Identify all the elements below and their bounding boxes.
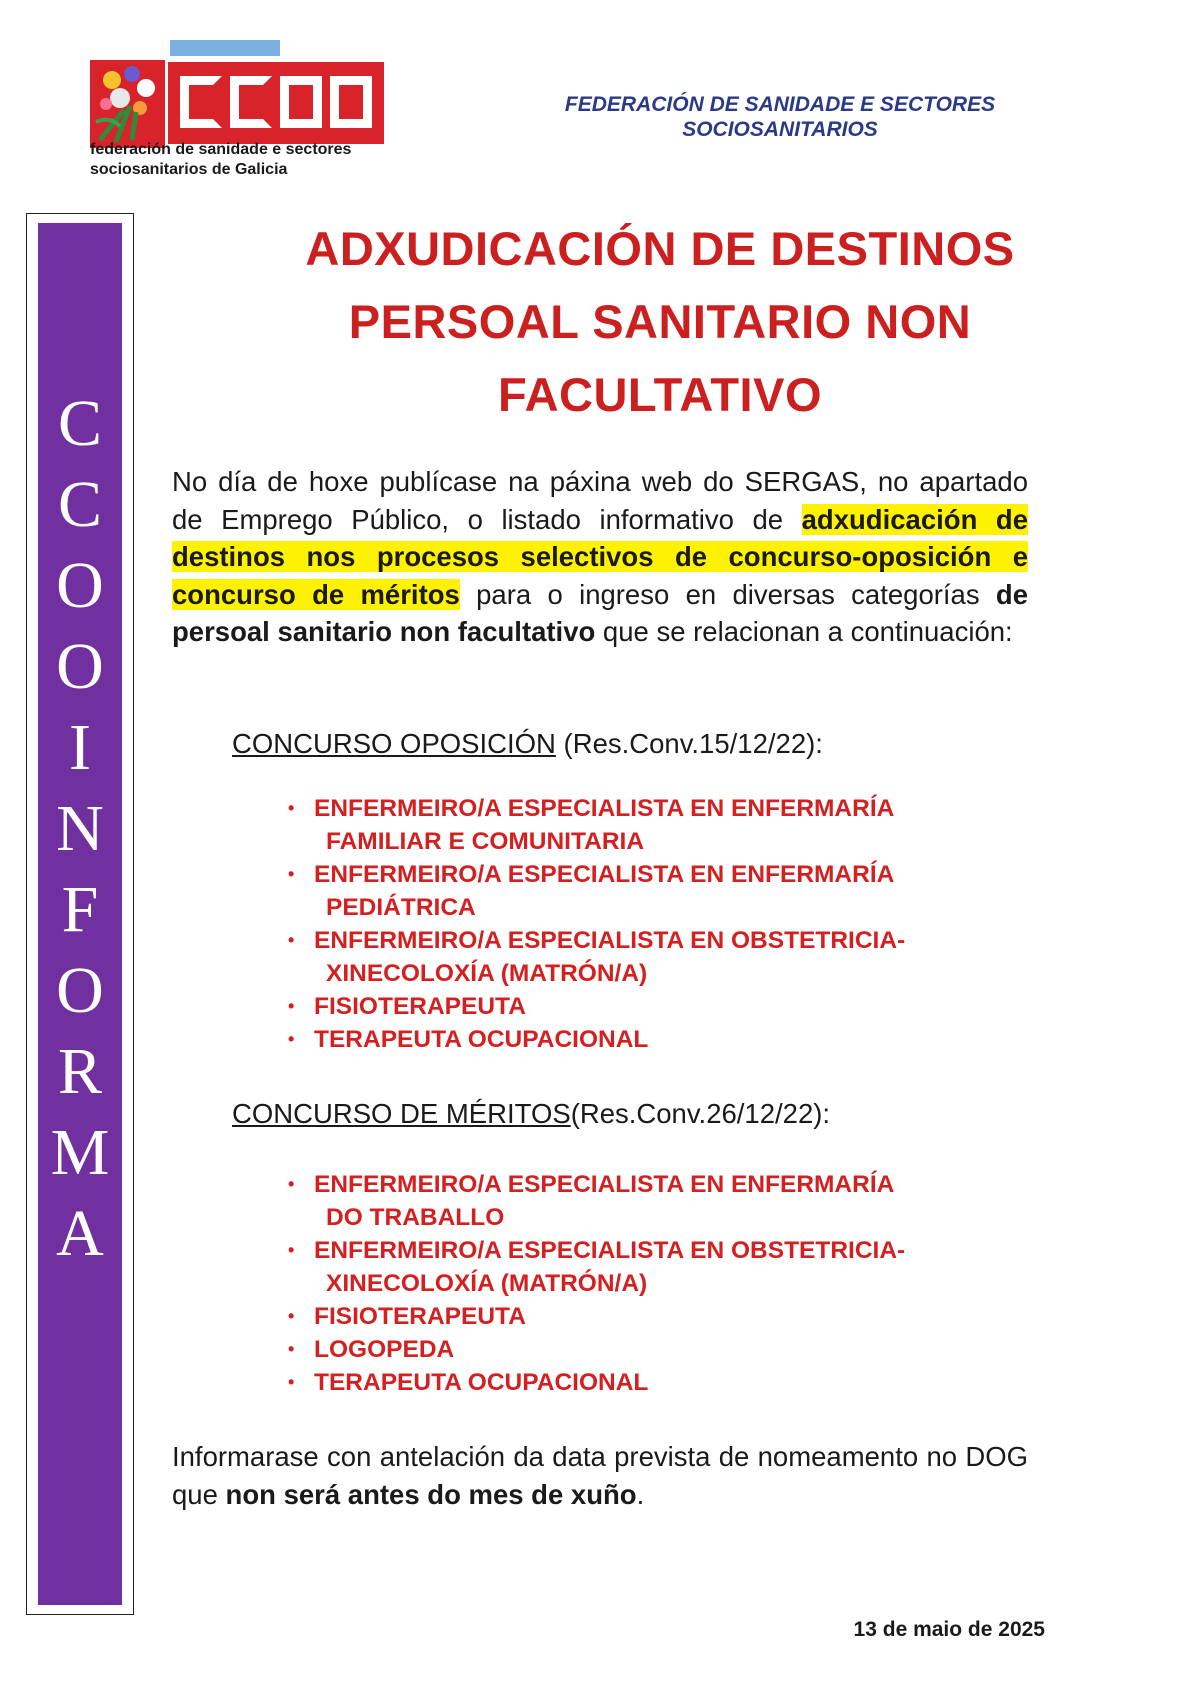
list-item: • FISIOTERAPEUTA — [288, 990, 1014, 1023]
title-line1: ADXUDICACIÓN DE DESTINOS — [305, 222, 1015, 275]
list-item: • LOGOPEDA — [288, 1333, 1014, 1366]
section-heading-title: CONCURSO OPOSICIÓN — [232, 728, 556, 759]
sidebar-letter: O — [56, 549, 104, 622]
list-item: • TERAPEUTA OCUPACIONAL — [288, 1366, 1014, 1399]
logo-ccoo-box — [168, 62, 384, 144]
category-list-meritos — [288, 1168, 1014, 1399]
intro-bold: de persoal sanitario non facultativo — [172, 578, 1028, 647]
bullet-icon: • — [288, 798, 295, 818]
bullet-icon: • — [288, 1174, 295, 1194]
logo-letter — [330, 76, 372, 128]
closing-text: . — [636, 1478, 645, 1510]
section-heading-reference: (Res.Conv.15/12/22): — [555, 728, 823, 759]
sidebar-letter: F — [61, 873, 99, 946]
sidebar-letter: C — [57, 387, 103, 460]
ccoo-informa-sidebar — [38, 223, 122, 1605]
closing-text: Informarase con antelación da data prevista de nomeamento no DOG que — [172, 1441, 1028, 1510]
document-date: 13 de maio de 2025 — [853, 1618, 1045, 1641]
list-item: • ENFERMEIRO/A ESPECIALISTA EN OBSTETRICIA- XINECOLOXÍA (MATRÓN/A) — [288, 1234, 1014, 1300]
title-line3: FACULTATIVO — [497, 368, 822, 421]
closing-bold: non será antes do mes de xuño — [225, 1478, 637, 1510]
closing-paragraph — [172, 1438, 1028, 1513]
section-heading-reference: (Res.Conv.26/12/22): — [570, 1098, 831, 1129]
intro-highlight: adxudicación de destinos nos procesos selectivos de concurso-oposición e concurso de méritos — [172, 503, 1028, 610]
bullet-icon: • — [288, 1372, 295, 1392]
category-list-oposicion — [288, 792, 1014, 1056]
sidebar-letter: N — [56, 792, 104, 865]
intro-text: para o ingreso en diversas categorías — [459, 578, 996, 610]
logo-letter — [280, 76, 322, 128]
flower-bouquet-icon — [90, 60, 165, 148]
document-title — [160, 212, 1160, 431]
section-heading-title: CONCURSO DE MÉRITOS — [232, 1098, 571, 1129]
title-line2: PERSOAL SANITARIO NON — [348, 295, 972, 348]
intro-paragraph — [172, 463, 1028, 651]
sidebar-letter: M — [50, 1116, 110, 1189]
list-item: • TERAPEUTA OCUPACIONAL — [288, 1023, 1014, 1056]
bullet-icon: • — [288, 930, 295, 950]
logo-letter — [230, 76, 272, 128]
section-heading-concurso-meritos — [232, 1097, 830, 1131]
ccoo-logo — [90, 40, 410, 180]
list-item: • ENFERMEIRO/A ESPECIALISTA EN OBSTETRICIA- XINECOLOXÍA (MATRÓN/A) — [288, 924, 1014, 990]
intro-text: que se relacionan a continuación: — [595, 616, 1013, 647]
bullet-icon: • — [288, 1029, 295, 1049]
section-heading-concurso-oposicion — [232, 727, 823, 761]
bullet-icon: • — [288, 1240, 295, 1260]
sidebar-letter: O — [56, 630, 104, 703]
federation-header-line1: FEDERACIÓN DE SANIDADE E SECTORES — [564, 93, 996, 116]
logo-caption-line2: sociosanitarios de Galicia — [90, 161, 288, 178]
logo-caption-line1: federación de sanidade e sectores — [90, 141, 352, 158]
sidebar-letter: R — [57, 1035, 103, 1108]
logo-caption — [90, 140, 351, 180]
list-item: • ENFERMEIRO/A ESPECIALISTA EN ENFERMARÍA DO TRABALLO — [288, 1168, 1014, 1234]
list-item: • ENFERMEIRO/A ESPECIALISTA EN ENFERMARÍA PEDIÁTRICA — [288, 858, 1014, 924]
bullet-icon: • — [288, 1306, 295, 1326]
sidebar-letter: I — [69, 711, 91, 784]
sidebar-letter: O — [56, 954, 104, 1027]
list-item: • ENFERMEIRO/A ESPECIALISTA EN ENFERMARÍA FAMILIAR E COMUNITARIA — [288, 792, 1014, 858]
sidebar-letter: C — [57, 468, 103, 541]
list-item: • FISIOTERAPEUTA — [288, 1300, 1014, 1333]
federation-header-line2: SOCIOSANITARIOS — [682, 118, 878, 141]
bullet-icon: • — [288, 1339, 295, 1359]
bullet-icon: • — [288, 996, 295, 1016]
federation-header — [540, 92, 1020, 142]
intro-text: No día de hoxe publícase na páxina web do SERGAS, no apartado de Emprego Público, o listado informativo de — [172, 466, 1028, 535]
bullet-icon: • — [288, 864, 295, 884]
sidebar-letter: A — [56, 1197, 104, 1270]
logo-blue-bar — [170, 40, 280, 56]
logo-letter — [180, 76, 222, 128]
